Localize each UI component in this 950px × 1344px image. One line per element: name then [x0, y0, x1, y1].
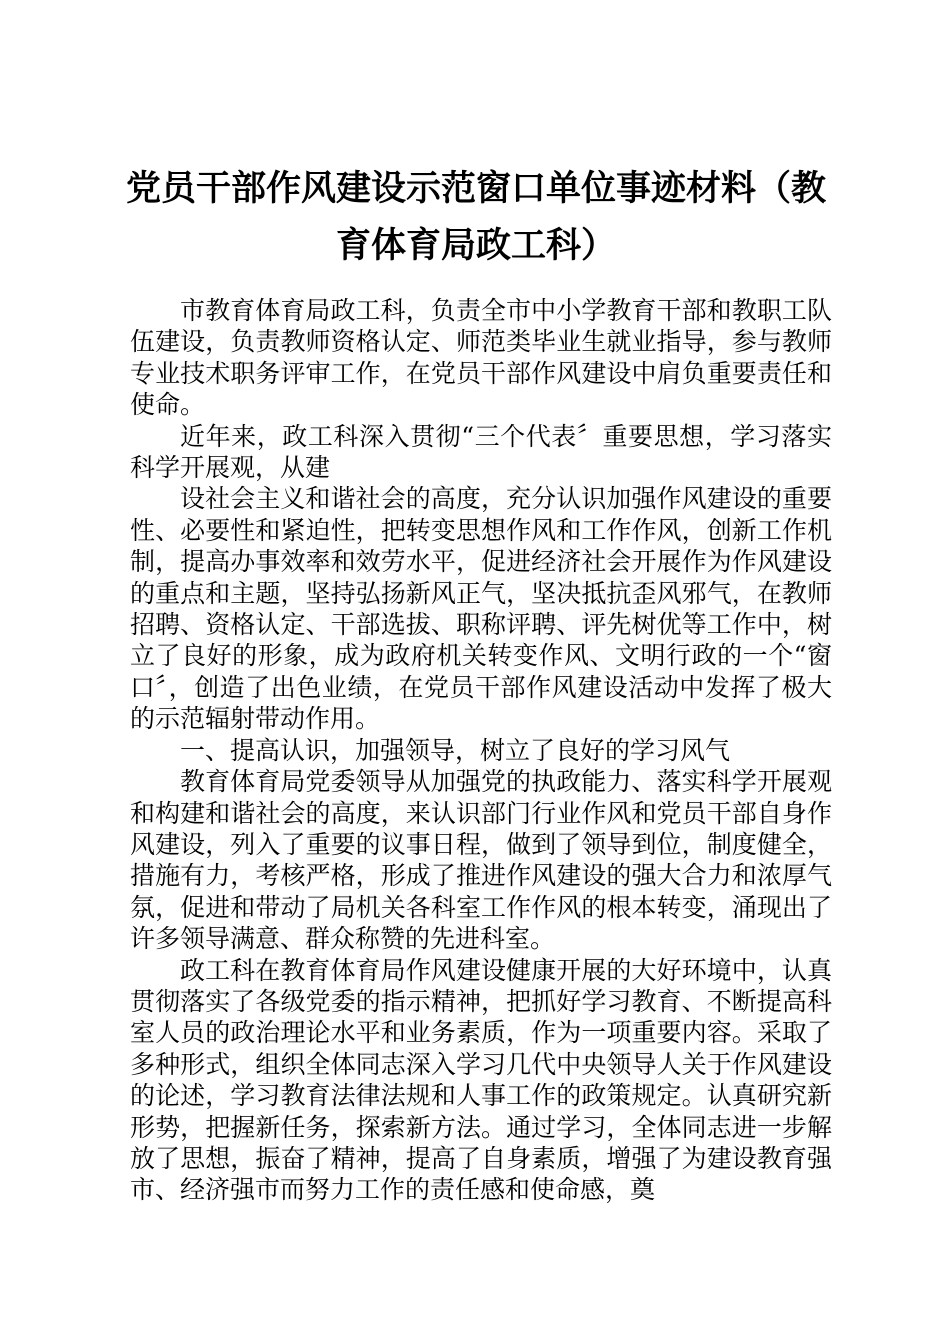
- paragraph: 教育体育局党委领导从加强党的执政能力、落实科学开展观和构建和谐社会的高度，来认识部门行业作风和党员干部自身作风建设，列入了重要的议事日程，做到了领导到位，制度健全，措施有力，考核严格，形成了推进作风建设的强大合力和浓厚气氛，促进和带动了局机关各科室工作作风的根本转变，涌现出了许多领导满意、群众称赞的先进科室。: [130, 767, 832, 954]
- paragraph: 市教育体育局政工科，负责全市中小学教育干部和教职工队伍建设，负责教师资格认定、师范类毕业生就业指导，参与教师专业技术职务评审工作，在党员干部作风建设中肩负重要责任和使命。: [130, 296, 832, 420]
- paragraph: 设社会主义和谐社会的高度，充分认识加强作风建设的重要性、必要性和紧迫性，把转变思想作风和工作作风，创新工作机制，提高办事效率和效劳水平，促进经济社会开展作为作风建设的重点和主题，坚持弘扬新风正气，坚决抵抗歪风邪气，在教师招聘、资格认定、干部选拔、职称评聘、评先树优等工作中，树立了良好的形象，成为政府机关转变作风、文明行政的一个“窗口〞，创造了出色业绩，在党员干部作风建设活动中发挥了极大的示范辐射带动作用。: [130, 484, 832, 734]
- paragraph: 政工科在教育体育局作风建设健康开展的大好环境中，认真贯彻落实了各级党委的指示精神，把抓好学习教育、不断提高科室人员的政治理论水平和业务素质，作为一项重要内容。采取了多种形式，组织全体同志深入学习几代中央领导人关于作风建设的论述，学习教育法律法规和人事工作的政策规定。认真研究新形势，把握新任务，探索新方法。通过学习，全体同志进一步解放了思想，振奋了精神，提高了自身素质，增强了为建设教育强市、经济强市而努力工作的责任感和使命感，奠: [130, 955, 832, 1205]
- paragraph: 近年来，政工科深入贯彻“三个代表〞重要思想，学习落实科学开展观，从建: [130, 421, 832, 483]
- document-body: [130, 295, 832, 1206]
- section-heading: 一、提高认识，加强领导，树立了良好的学习风气: [180, 735, 731, 765]
- document-title: 党员干部作风建设示范窗口单位事迹材料（教育体育局政工科）: [125, 168, 826, 266]
